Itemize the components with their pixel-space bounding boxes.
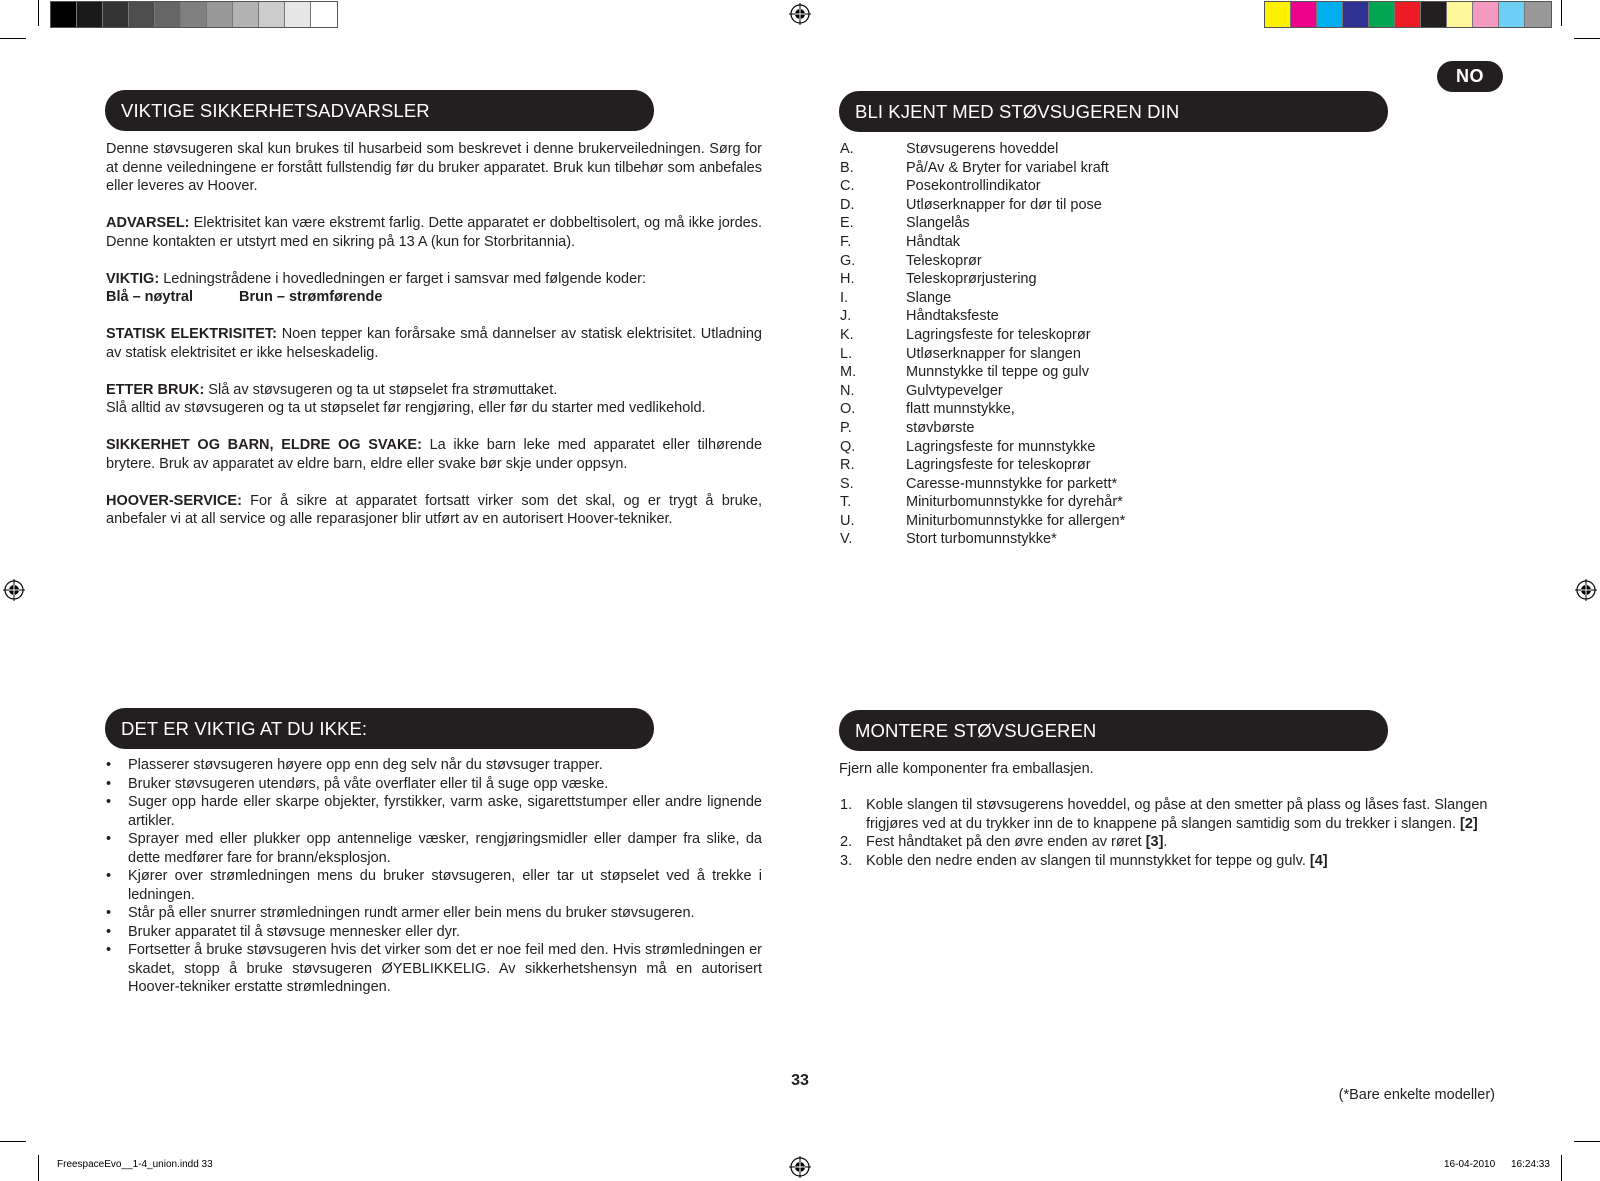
slug-time: 16:24:33 — [1511, 1159, 1550, 1170]
parts-list-item — [840, 512, 1125, 531]
list-item: • Suger opp harde eller skarpe objekter, fyrstikker, varm aske, sigarettstumper eller andre lignende artikler. — [106, 793, 762, 830]
parts-list-item — [840, 530, 1125, 549]
color-swatch — [1473, 2, 1499, 27]
part-letter: M. — [840, 364, 857, 381]
slug-date: 16-04-2010 — [1444, 1159, 1496, 1170]
part-name: Miniturbomunnstykke for dyrehår* — [906, 494, 1123, 511]
part-name: Gulvtypevelger — [906, 382, 1003, 399]
step-text-block — [866, 796, 1496, 833]
part-letter: C. — [840, 178, 855, 195]
crop-mark — [1561, 0, 1562, 26]
donts-list — [106, 756, 762, 997]
color-swatch — [155, 2, 181, 27]
part-name: Stort turbomunnstykke* — [906, 531, 1057, 548]
step-number: 2. — [840, 834, 853, 850]
figure-reference: [2] — [1460, 815, 1478, 832]
crop-mark — [38, 1155, 39, 1181]
part-name: Utløserknapper for slangen — [906, 345, 1081, 362]
color-swatch — [181, 2, 207, 27]
part-name: Teleskoprør — [906, 252, 982, 269]
part-name: Lagringsfeste for teleskoprør — [906, 457, 1091, 474]
part-letter: T. — [840, 494, 852, 511]
parts-list-item — [840, 252, 1125, 271]
part-name: Teleskoprørjustering — [906, 271, 1037, 288]
crop-mark — [38, 0, 39, 26]
part-letter: N. — [840, 382, 855, 399]
parts-list-item — [840, 438, 1125, 457]
after-use-label: ETTER BRUK: — [106, 381, 205, 398]
step-text-block — [866, 833, 1496, 852]
color-swatch — [1369, 2, 1395, 27]
warning-paragraph — [106, 214, 762, 251]
registration-mark-icon — [3, 579, 25, 601]
assembly-step — [840, 833, 1496, 852]
parts-list-item — [840, 326, 1125, 345]
part-letter: U. — [840, 512, 855, 529]
language-badge: NO — [1437, 61, 1503, 92]
color-swatch — [51, 2, 77, 27]
important-text: Ledningstrådene i hovedledningen er farget i samsvar med følgende koder: — [159, 270, 647, 287]
color-swatch — [1499, 2, 1525, 27]
part-letter: R. — [840, 457, 855, 474]
color-swatch — [77, 2, 103, 27]
color-swatch — [1343, 2, 1369, 27]
warning-text: Elektrisitet kan være ekstremt farlig. Dette apparatet er dobbeltisolert, og må ikke jordes. Denne kontakten er utstyrt med en sikring på 13 A (kun for Storbritannia). — [106, 215, 762, 250]
parts-list-item — [840, 400, 1125, 419]
parts-list-item — [840, 345, 1125, 364]
color-swatch — [1525, 2, 1551, 27]
part-name: Støvsugerens hoveddel — [906, 141, 1059, 157]
part-letter: S. — [840, 475, 854, 492]
part-name: Slangelås — [906, 215, 970, 232]
list-item: • Plasserer støvsugeren høyere opp enn deg selv når du støvsuger trapper. — [106, 756, 762, 775]
list-item: • Bruker støvsugeren utendørs, på våte overflater eller til å suge opp væske. — [106, 775, 762, 794]
color-swatch — [103, 2, 129, 27]
part-letter: F. — [840, 233, 852, 250]
part-letter: L. — [840, 345, 853, 362]
children-text: La ikke barn leke med apparatet eller tilhørende brytere. Bruk av apparatet av eldre barn, eldre eller svake bør skje under oppsyn. — [106, 437, 763, 472]
part-letter: G. — [840, 252, 856, 269]
after-use-paragraph — [106, 381, 762, 418]
part-name: Lagringsfeste for teleskoprør — [906, 326, 1091, 343]
color-swatch — [1317, 2, 1343, 27]
assembly-step — [840, 852, 1496, 871]
parts-list-item — [840, 475, 1125, 494]
part-letter: D. — [840, 196, 855, 213]
color-swatch — [1447, 2, 1473, 27]
part-letter: A. — [840, 141, 854, 157]
part-letter: E. — [840, 215, 854, 232]
color-swatch — [1421, 2, 1447, 27]
assembly-step — [840, 796, 1496, 833]
safety-text — [106, 140, 762, 547]
crop-mark — [1561, 1155, 1562, 1181]
static-text: Noen tepper kan forårsake små dannelser av statisk elektrisitet. Utladning av statisk elektrisitet er ikke helseskadelig. — [106, 326, 762, 361]
children-paragraph — [106, 436, 762, 473]
list-item: • Sprayer med eller plukker opp antennelige væsker, rengjøringsmidler eller damper fra slike, da dette medfører fare for brann/eksplosjon. — [106, 830, 762, 867]
figure-reference: [3] — [1145, 834, 1164, 850]
donts-section-header: DET ER VIKTIG AT DU IKKE: — [105, 708, 654, 749]
footnote: (*Bare enkelte modeller) — [1338, 1087, 1495, 1103]
assembly-steps — [840, 796, 1496, 870]
color-swatch — [285, 2, 311, 27]
warning-label: ADVARSEL: — [106, 215, 190, 231]
safety-section-header: VIKTIGE SIKKERHETSADVARSLER — [105, 90, 654, 131]
color-swatch — [233, 2, 259, 27]
color-swatch — [1395, 2, 1421, 27]
parts-list-item — [840, 270, 1125, 289]
parts-list-item — [840, 382, 1125, 401]
assembly-section-header: MONTERE STØVSUGEREN — [839, 710, 1388, 751]
parts-list-item — [840, 419, 1125, 438]
parts-list-item — [840, 214, 1125, 233]
parts-list-item — [840, 289, 1125, 308]
after-use-text: Slå av støvsugeren og ta ut støpselet fra strømuttaket. — [204, 381, 558, 398]
crop-mark — [0, 38, 26, 39]
page-number: 33 — [791, 1072, 809, 1089]
list-item: • Bruker apparatet til å støvsuge mennesker eller dyr. — [106, 923, 762, 942]
static-label: STATISK ELEKTRISITET: — [106, 326, 277, 342]
part-name: Håndtaksfeste — [906, 308, 999, 325]
part-name: Posekontrollindikator — [906, 178, 1041, 195]
after-use-text-2: Slå alltid av støvsugeren og ta ut støpselet før rengjøring, eller før du starter med vedlikehold. — [106, 400, 706, 416]
list-item: • Står på eller snurrer strømledningen rundt armer eller bein mens du bruker støvsugeren. — [106, 904, 762, 923]
parts-list-item — [840, 233, 1125, 252]
parts-list-item — [840, 307, 1125, 326]
step-text: Koble slangen til støvsugerens hoveddel, og påse at den smetter på plass og låses fast. Slangen frigjøres ved at du trykker inn de to knappene på slangen samtidig som du trekker i slangen. — [866, 797, 1488, 832]
color-swatch — [129, 2, 155, 27]
assembly-intro: Fjern alle komponenter fra emballasjen. — [839, 761, 1094, 777]
color-swatch — [259, 2, 285, 27]
parts-list-item — [840, 159, 1125, 178]
part-letter: P. — [840, 419, 852, 436]
part-letter: V. — [840, 531, 853, 548]
wire-brown: Brun – strømførende — [239, 289, 383, 305]
important-paragraph — [106, 270, 762, 307]
part-letter: I. — [840, 289, 849, 306]
part-letter: H. — [840, 271, 855, 288]
part-name: Utløserknapper for dør til pose — [906, 196, 1102, 213]
parts-list-item — [840, 493, 1125, 512]
static-paragraph — [106, 325, 762, 362]
service-paragraph — [106, 492, 762, 529]
step-text-tail: . — [1163, 834, 1168, 850]
parts-list-item — [840, 140, 1125, 159]
step-number: 1. — [840, 797, 853, 813]
part-name: flatt munnstykke, — [906, 401, 1015, 418]
safety-intro: Denne støvsugeren skal kun brukes til husarbeid som beskrevet i denne brukerveiledningen. Sørg for at denne veiledningene er forstått fullstendig før du bruker apparatet. Bruk kun tilbehør som anbefales eller leveres av Hoover. — [106, 141, 762, 194]
color-swatch — [207, 2, 233, 27]
part-letter: O. — [840, 401, 856, 418]
wire-blue: Blå – nøytral — [106, 289, 194, 305]
part-name: Munnstykke til teppe og gulv — [906, 364, 1089, 381]
slug-file: FreespaceEvo__1-4_union.indd 33 — [57, 1159, 213, 1170]
list-item: • Fortsetter å bruke støvsugeren hvis det virker som det er noe feil med den. Hvis strømledningen er skadet, stopp å bruke støvsugeren ØYEBLIKKELIG. Av sikkerhetshensyn må en autorisert Hoover-tekniker erstatte strømledningen. — [106, 941, 762, 997]
part-name: Slange — [906, 289, 952, 306]
figure-reference: [4] — [1309, 852, 1328, 869]
part-letter: K. — [840, 326, 854, 343]
color-swatch — [1291, 2, 1317, 27]
part-letter: B. — [840, 159, 854, 176]
part-name: På/Av & Bryter for variabel kraft — [906, 159, 1109, 176]
crop-mark — [0, 1141, 26, 1142]
part-letter: Q. — [840, 438, 856, 455]
color-swatch — [311, 2, 337, 27]
list-item: • Kjører over strømledningen mens du bruker støvsugeren, eller tar ut støpselet ved å trekke i ledningen. — [106, 867, 762, 904]
parts-section-header: BLI KJENT MED STØVSUGEREN DIN — [839, 91, 1388, 132]
service-label: HOOVER-SERVICE: — [106, 492, 242, 509]
part-name: Caresse-munnstykke for parkett* — [906, 475, 1118, 492]
grayscale-bar — [50, 1, 338, 28]
color-bar — [1264, 1, 1552, 28]
parts-list-item — [840, 456, 1125, 475]
part-name: Miniturbomunnstykke for allergen* — [906, 512, 1126, 529]
parts-list-item — [840, 196, 1125, 215]
registration-mark-icon — [1575, 579, 1597, 601]
important-label: VIKTIG: — [106, 270, 160, 287]
color-swatch — [1265, 2, 1291, 27]
part-name: støvbørste — [906, 419, 975, 436]
part-name: Lagringsfeste for munnstykke — [906, 438, 1096, 455]
step-number: 3. — [840, 852, 853, 869]
step-text: Fest håndtaket på den øvre enden av røret — [866, 834, 1146, 850]
part-name: Håndtak — [906, 233, 961, 250]
service-text: For å sikre at apparatet fortsatt virker som det skal, og er trygt å bruke, anbefaler vi at all service og alle reparasjoner blir utført av en autorisert Hoover-tekniker. — [106, 492, 762, 527]
parts-list-item — [840, 363, 1125, 382]
children-label: SIKKERHET OG BARN, ELDRE OG SVAKE: — [106, 437, 422, 453]
parts-list — [840, 140, 1125, 549]
step-text: Koble den nedre enden av slangen til munnstykket for teppe og gulv. — [866, 852, 1310, 869]
part-letter: J. — [840, 308, 852, 325]
parts-list-item — [840, 177, 1125, 196]
step-text-block — [866, 852, 1496, 871]
crop-mark — [1574, 38, 1600, 39]
registration-mark-icon — [789, 3, 811, 25]
crop-mark — [1574, 1141, 1600, 1142]
registration-mark-icon — [789, 1156, 811, 1178]
